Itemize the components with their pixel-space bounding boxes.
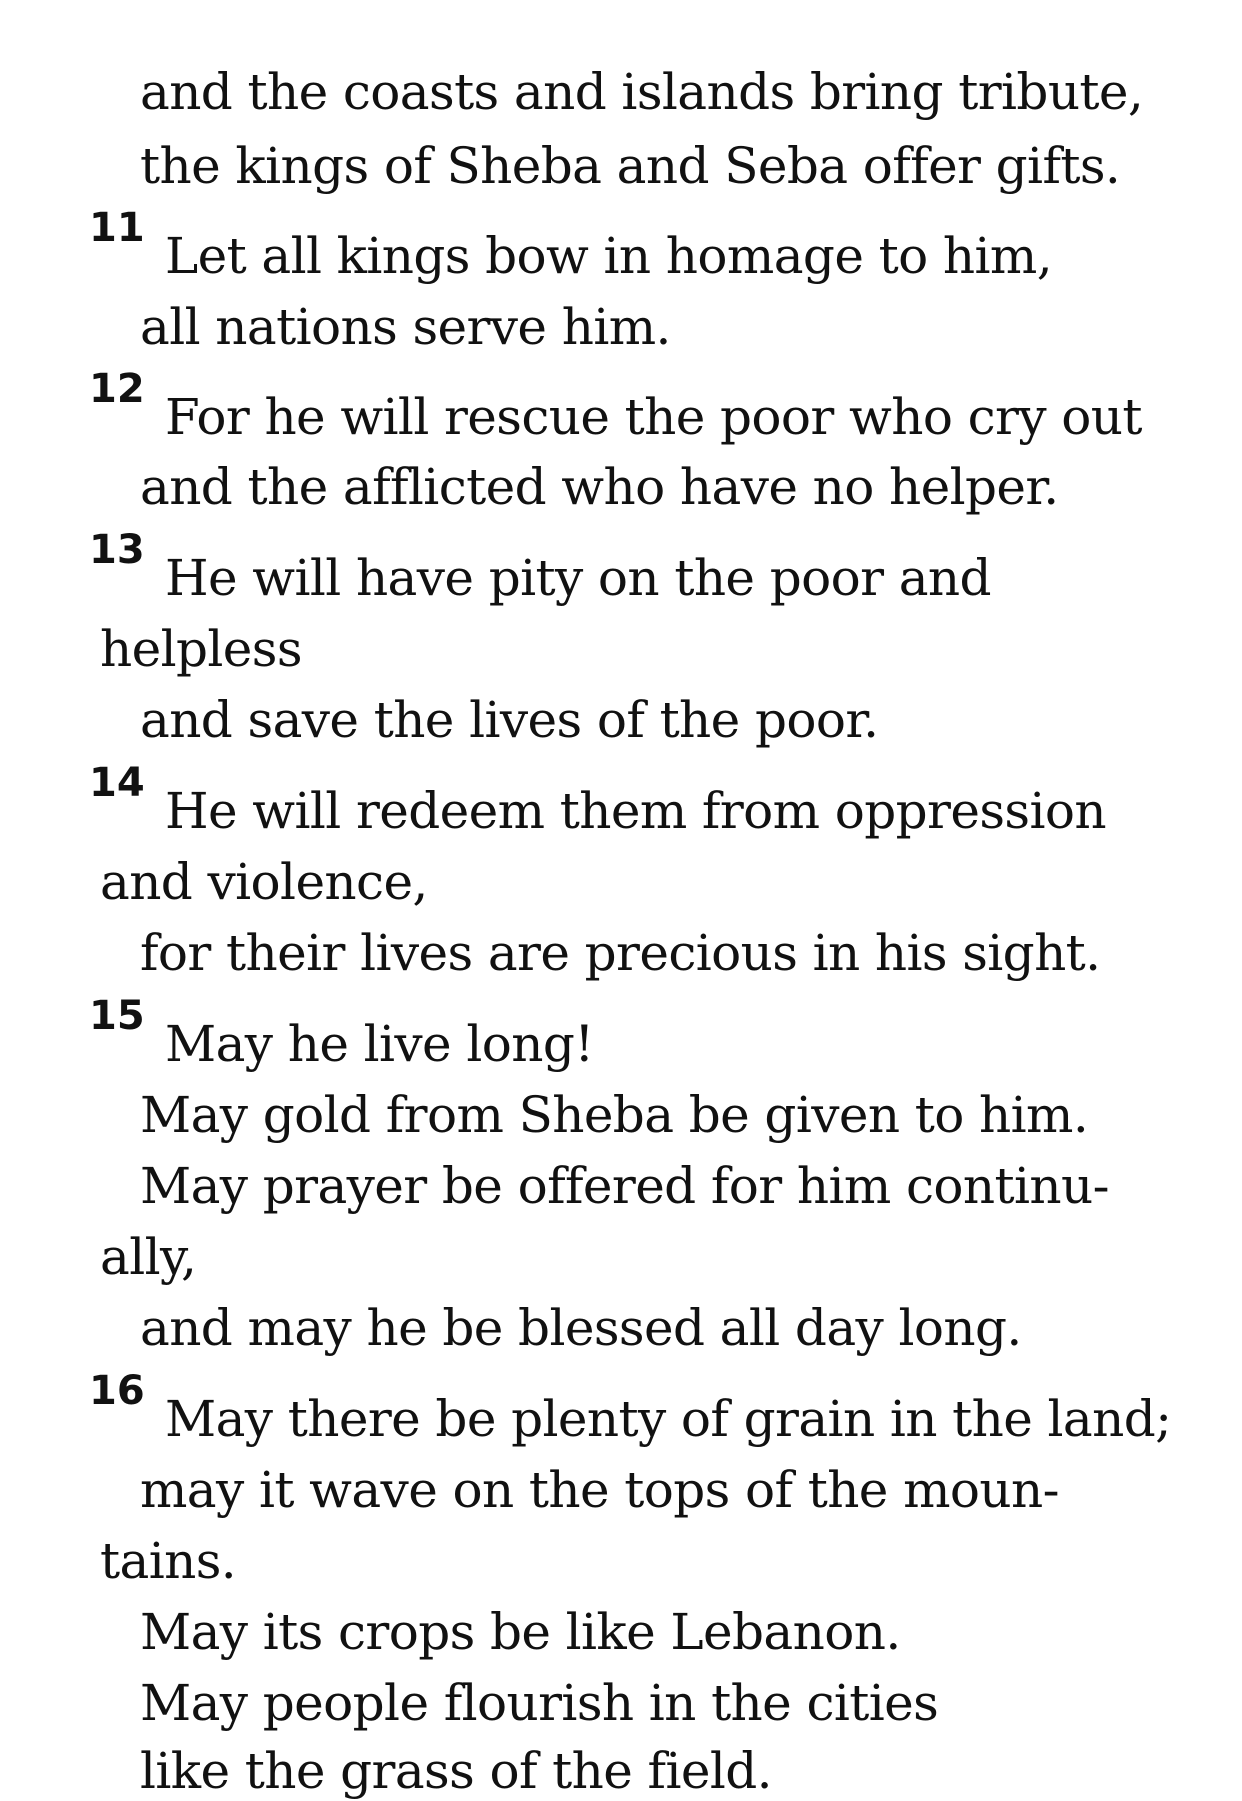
verse-line: for their lives are precious in his sight. bbox=[140, 924, 1101, 982]
verse-line: helpless bbox=[100, 620, 302, 678]
verse-line: May people flourish in the cities bbox=[140, 1674, 939, 1732]
verse-line: the kings of Sheba and Seba offer gifts. bbox=[140, 137, 1121, 195]
verse-line: and violence, bbox=[100, 853, 428, 911]
verse-line: May gold from Sheba be given to him. bbox=[140, 1086, 1089, 1144]
verse-line: and the coasts and islands bring tribute, bbox=[140, 63, 1144, 121]
verse-line: tains. bbox=[100, 1532, 237, 1590]
verse-line: and may he be blessed all day long. bbox=[140, 1299, 1022, 1357]
verse-line: May its crops be like Lebanon. bbox=[140, 1603, 901, 1661]
verse-number-11: 11 bbox=[89, 205, 145, 251]
verse-line: He will redeem them from oppression bbox=[165, 782, 1106, 840]
verse-line: For he will rescue the poor who cry out bbox=[165, 388, 1142, 446]
verse-line: May he live long! bbox=[165, 1015, 594, 1073]
verse-line: May there be plenty of grain in the land; bbox=[165, 1390, 1172, 1448]
verse-line: may it wave on the tops of the moun- bbox=[140, 1461, 1059, 1519]
verse-line: like the grass of the field. bbox=[140, 1742, 772, 1800]
verse-line: He will have pity on the poor and bbox=[165, 549, 991, 607]
verse-line: May prayer be offered for him continu- bbox=[140, 1157, 1109, 1215]
verse-number-12: 12 bbox=[89, 366, 145, 412]
verse-number-14: 14 bbox=[89, 760, 145, 806]
verse-line: Let all kings bow in homage to him, bbox=[165, 227, 1053, 285]
verse-number-16: 16 bbox=[89, 1368, 145, 1414]
verse-line: ally, bbox=[100, 1228, 197, 1286]
verse-line: and save the lives of the poor. bbox=[140, 691, 879, 749]
verse-number-15: 15 bbox=[89, 993, 145, 1039]
verse-number-13: 13 bbox=[89, 527, 145, 573]
verse-line: and the afflicted who have no helper. bbox=[140, 458, 1059, 516]
verse-line: all nations serve him. bbox=[140, 298, 671, 356]
